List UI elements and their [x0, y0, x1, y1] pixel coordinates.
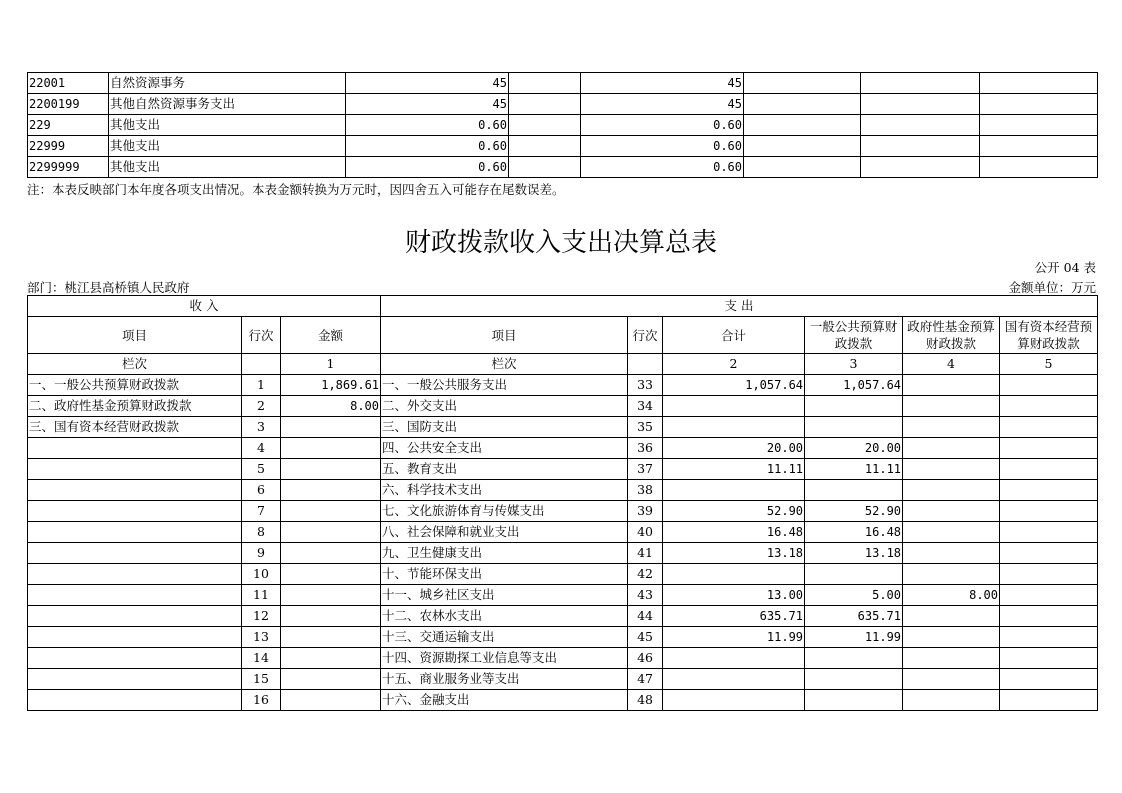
total-value: 1,057.64	[663, 375, 805, 396]
gov-fund-header: 政府性基金预算财政拨款	[903, 317, 1000, 354]
table-row	[28, 396, 1098, 417]
gov-fund-value	[903, 522, 1000, 543]
table-row	[28, 543, 1098, 564]
expense-col-label: 栏次	[381, 354, 628, 375]
expense-row-no: 38	[628, 480, 663, 501]
income-item	[28, 459, 242, 480]
empty-cell	[861, 73, 980, 94]
income-item: 三、国有资本经营财政拨款	[28, 417, 242, 438]
state-capital-value	[1000, 459, 1098, 480]
expense-item: 一、一般公共服务支出	[381, 375, 628, 396]
gov-fund-value	[903, 627, 1000, 648]
total-value: 11.99	[663, 627, 805, 648]
income-row-no: 8	[242, 522, 281, 543]
income-row-no: 13	[242, 627, 281, 648]
gov-fund-value	[903, 606, 1000, 627]
table-note: 注：本表反映部门本年度各项支出情况。本表金额转换为万元时，因四舍五入可能存在尾数误差。	[27, 182, 565, 197]
empty-cell	[509, 136, 581, 157]
expense-header: 支 出	[381, 296, 1098, 317]
empty-cell	[980, 136, 1098, 157]
income-row-no: 12	[242, 606, 281, 627]
fiscal-summary-body	[28, 296, 1098, 711]
gov-fund-value	[903, 459, 1000, 480]
state-capital-header: 国有资本经营预算财政拨款	[1000, 317, 1098, 354]
expense-row-no-header: 行次	[628, 317, 663, 354]
general-budget-value	[805, 480, 903, 501]
subject-code: 229	[28, 115, 109, 136]
income-item: 一、一般公共预算财政拨款	[28, 375, 242, 396]
empty-cell	[628, 354, 663, 375]
general-budget-header: 一般公共预算财政拨款	[805, 317, 903, 354]
state-capital-value	[1000, 648, 1098, 669]
empty-cell	[861, 157, 980, 178]
income-row-no: 3	[242, 417, 281, 438]
table-row	[28, 627, 1098, 648]
header-row-columns	[28, 317, 1098, 354]
total-header: 合计	[663, 317, 805, 354]
income-amount	[281, 606, 381, 627]
expense-row-no: 36	[628, 438, 663, 459]
gov-fund-value	[903, 669, 1000, 690]
gov-fund-value	[903, 543, 1000, 564]
income-item	[28, 564, 242, 585]
expense-item: 十二、农林水支出	[381, 606, 628, 627]
general-budget-value: 16.48	[805, 522, 903, 543]
subject-name: 其他支出	[109, 157, 346, 178]
general-budget-value: 635.71	[805, 606, 903, 627]
gov-fund-value	[903, 417, 1000, 438]
income-amount	[281, 564, 381, 585]
total-value	[663, 648, 805, 669]
expense-row-no: 43	[628, 585, 663, 606]
subject-code: 22999	[28, 136, 109, 157]
income-row-no: 6	[242, 480, 281, 501]
state-capital-value	[1000, 522, 1098, 543]
income-row-no: 11	[242, 585, 281, 606]
expense-item: 五、教育支出	[381, 459, 628, 480]
income-row-no-header: 行次	[242, 317, 281, 354]
expense-row-no: 33	[628, 375, 663, 396]
state-capital-value	[1000, 501, 1098, 522]
total-value: 45	[346, 73, 509, 94]
table-row	[28, 501, 1098, 522]
income-row-no: 1	[242, 375, 281, 396]
income-amount	[281, 522, 381, 543]
state-capital-value	[1000, 417, 1098, 438]
subject-name: 其他自然资源事务支出	[109, 94, 346, 115]
empty-cell	[744, 73, 861, 94]
expense-item: 七、文化旅游体育与传媒支出	[381, 501, 628, 522]
state-capital-value	[1000, 396, 1098, 417]
table-row	[28, 417, 1098, 438]
gov-fund-value	[903, 564, 1000, 585]
expense-item-header: 项目	[381, 317, 628, 354]
expense-row-no: 44	[628, 606, 663, 627]
expense-row-no: 37	[628, 459, 663, 480]
income-item-header: 项目	[28, 317, 242, 354]
expense-row-no: 35	[628, 417, 663, 438]
general-budget-value: 1,057.64	[805, 375, 903, 396]
subject-name: 其他支出	[109, 115, 346, 136]
state-capital-value	[1000, 669, 1098, 690]
table-row	[28, 648, 1098, 669]
total-value: 45	[346, 94, 509, 115]
empty-cell	[980, 157, 1098, 178]
expense-item: 十五、商业服务业等支出	[381, 669, 628, 690]
income-amount	[281, 543, 381, 564]
empty-cell	[744, 157, 861, 178]
table-row	[28, 690, 1098, 711]
expense-item: 十三、交通运输支出	[381, 627, 628, 648]
table-row	[28, 606, 1098, 627]
subject-name: 其他支出	[109, 136, 346, 157]
table-row	[28, 73, 1098, 94]
income-row-no: 9	[242, 543, 281, 564]
col-index-4: 4	[903, 354, 1000, 375]
income-row-no: 14	[242, 648, 281, 669]
total-value: 11.11	[663, 459, 805, 480]
expense-row-no: 41	[628, 543, 663, 564]
state-capital-value	[1000, 375, 1098, 396]
gov-fund-value	[903, 648, 1000, 669]
income-row-no: 7	[242, 501, 281, 522]
state-capital-value	[1000, 480, 1098, 501]
income-amount	[281, 480, 381, 501]
table-row	[28, 94, 1098, 115]
basic-value: 0.60	[581, 115, 744, 136]
total-value: 0.60	[346, 157, 509, 178]
basic-value: 45	[581, 73, 744, 94]
basic-value: 45	[581, 94, 744, 115]
amount-unit-label: 金额单位：万元	[1008, 280, 1096, 295]
income-item: 二、政府性基金预算财政拨款	[28, 396, 242, 417]
income-row-no: 5	[242, 459, 281, 480]
income-amount	[281, 690, 381, 711]
income-col-label: 栏次	[28, 354, 242, 375]
general-budget-value: 11.11	[805, 459, 903, 480]
income-item	[28, 438, 242, 459]
income-amount	[281, 417, 381, 438]
total-value	[663, 480, 805, 501]
expense-row-no: 47	[628, 669, 663, 690]
expense-item: 六、科学技术支出	[381, 480, 628, 501]
total-value	[663, 690, 805, 711]
state-capital-value	[1000, 627, 1098, 648]
empty-cell	[509, 115, 581, 136]
income-item	[28, 480, 242, 501]
general-budget-value	[805, 648, 903, 669]
table-row	[28, 564, 1098, 585]
expense-detail-body	[28, 73, 1098, 178]
general-budget-value	[805, 564, 903, 585]
gov-fund-value	[903, 690, 1000, 711]
general-budget-value: 11.99	[805, 627, 903, 648]
gov-fund-value: 8.00	[903, 585, 1000, 606]
empty-cell	[744, 136, 861, 157]
empty-cell	[980, 73, 1098, 94]
table-row	[28, 157, 1098, 178]
table-row	[28, 480, 1098, 501]
expense-row-no: 39	[628, 501, 663, 522]
income-amount	[281, 501, 381, 522]
state-capital-value	[1000, 438, 1098, 459]
expense-item: 十四、资源勘探工业信息等支出	[381, 648, 628, 669]
state-capital-value	[1000, 690, 1098, 711]
empty-cell	[509, 157, 581, 178]
general-budget-value	[805, 690, 903, 711]
table-row	[28, 585, 1098, 606]
total-value: 0.60	[346, 115, 509, 136]
header-row-sections	[28, 296, 1098, 317]
income-amount	[281, 459, 381, 480]
total-value: 13.00	[663, 585, 805, 606]
table-row	[28, 522, 1098, 543]
total-value	[663, 564, 805, 585]
income-item	[28, 648, 242, 669]
subject-name: 自然资源事务	[109, 73, 346, 94]
expense-row-no: 45	[628, 627, 663, 648]
income-item	[28, 543, 242, 564]
page-title: 财政拨款收入支出决算总表	[404, 228, 717, 258]
empty-cell	[980, 94, 1098, 115]
table-row	[28, 669, 1098, 690]
total-value: 16.48	[663, 522, 805, 543]
col-index-5: 5	[1000, 354, 1098, 375]
expense-item: 十六、金融支出	[381, 690, 628, 711]
gov-fund-value	[903, 480, 1000, 501]
general-budget-value: 20.00	[805, 438, 903, 459]
income-amount-header: 金额	[281, 317, 381, 354]
income-row-no: 16	[242, 690, 281, 711]
form-number: 公开 04 表	[1034, 260, 1096, 275]
income-amount	[281, 648, 381, 669]
income-row-no: 4	[242, 438, 281, 459]
income-item	[28, 690, 242, 711]
col-index-3: 3	[805, 354, 903, 375]
income-item	[28, 627, 242, 648]
total-value: 13.18	[663, 543, 805, 564]
income-item	[28, 585, 242, 606]
table-row	[28, 459, 1098, 480]
col-index-2: 2	[663, 354, 805, 375]
state-capital-value	[1000, 585, 1098, 606]
income-item	[28, 522, 242, 543]
expense-row-no: 40	[628, 522, 663, 543]
expense-item: 九、卫生健康支出	[381, 543, 628, 564]
income-item	[28, 501, 242, 522]
income-row-no: 2	[242, 396, 281, 417]
state-capital-value	[1000, 606, 1098, 627]
expense-item: 四、公共安全支出	[381, 438, 628, 459]
general-budget-value: 13.18	[805, 543, 903, 564]
table-row	[28, 438, 1098, 459]
total-value: 52.90	[663, 501, 805, 522]
total-value: 635.71	[663, 606, 805, 627]
state-capital-value	[1000, 564, 1098, 585]
empty-cell	[861, 94, 980, 115]
gov-fund-value	[903, 501, 1000, 522]
income-amount	[281, 669, 381, 690]
income-header: 收 入	[28, 296, 381, 317]
general-budget-value	[805, 396, 903, 417]
table-row	[28, 136, 1098, 157]
table-row	[28, 115, 1098, 136]
general-budget-value	[805, 669, 903, 690]
empty-cell	[861, 115, 980, 136]
income-row-no: 10	[242, 564, 281, 585]
column-index-row	[28, 354, 1098, 375]
department-label: 部门：桃江县高桥镇人民政府	[27, 280, 190, 295]
expense-row-no: 34	[628, 396, 663, 417]
expense-item: 十、节能环保支出	[381, 564, 628, 585]
table-row	[28, 375, 1098, 396]
subject-code: 22001	[28, 73, 109, 94]
empty-cell	[744, 94, 861, 115]
expense-row-no: 42	[628, 564, 663, 585]
total-value: 0.60	[346, 136, 509, 157]
basic-value: 0.60	[581, 136, 744, 157]
income-amount	[281, 627, 381, 648]
gov-fund-value	[903, 375, 1000, 396]
expense-item: 二、外交支出	[381, 396, 628, 417]
total-value	[663, 669, 805, 690]
income-item	[28, 669, 242, 690]
expense-row-no: 48	[628, 690, 663, 711]
total-value	[663, 417, 805, 438]
subject-code: 2200199	[28, 94, 109, 115]
empty-cell	[861, 136, 980, 157]
expense-item: 三、国防支出	[381, 417, 628, 438]
total-value	[663, 396, 805, 417]
basic-value: 0.60	[581, 157, 744, 178]
state-capital-value	[1000, 543, 1098, 564]
income-amount	[281, 438, 381, 459]
income-amount: 8.00	[281, 396, 381, 417]
empty-cell	[744, 115, 861, 136]
general-budget-value: 52.90	[805, 501, 903, 522]
general-budget-value: 5.00	[805, 585, 903, 606]
general-budget-value	[805, 417, 903, 438]
subject-code: 2299999	[28, 157, 109, 178]
total-value: 20.00	[663, 438, 805, 459]
income-item	[28, 606, 242, 627]
empty-cell	[242, 354, 281, 375]
col-index-1: 1	[281, 354, 381, 375]
expense-row-no: 46	[628, 648, 663, 669]
gov-fund-value	[903, 396, 1000, 417]
expense-item: 八、社会保障和就业支出	[381, 522, 628, 543]
empty-cell	[509, 94, 581, 115]
income-row-no: 15	[242, 669, 281, 690]
gov-fund-value	[903, 438, 1000, 459]
empty-cell	[980, 115, 1098, 136]
income-amount: 1,869.61	[281, 375, 381, 396]
expense-detail-table	[27, 72, 1098, 178]
fiscal-summary-table	[27, 295, 1098, 711]
expense-item: 十一、城乡社区支出	[381, 585, 628, 606]
income-amount	[281, 585, 381, 606]
empty-cell	[509, 73, 581, 94]
